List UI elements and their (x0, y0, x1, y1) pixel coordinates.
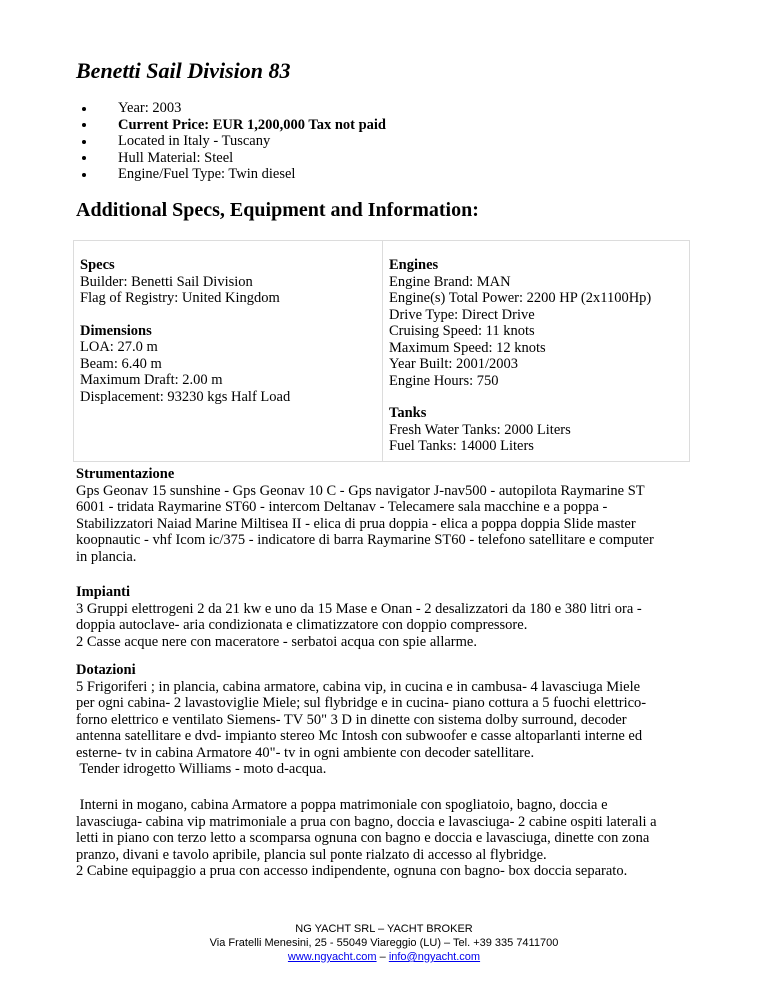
beam-line: Beam: 6.40 m (80, 355, 162, 372)
email-link[interactable]: info@ngyacht.com (388, 951, 481, 963)
paragraph-line: Gps Geonav 15 sunshine - Gps Geonav 10 C - Gps navigator J-nav500 - autopilota Raymarine ST (76, 482, 645, 499)
dimensions-subheading: Dimensions (80, 322, 152, 339)
footer-address: Via Fratelli Menesini, 25 - 55049 Viareggio (LU) – Tel. +39 335 7411700 (209, 937, 559, 949)
fresh-water-line: Fresh Water Tanks: 2000 Liters (389, 421, 571, 438)
engine-power-line: Engine(s) Total Power: 2200 HP (2x1100Hp) (389, 290, 652, 306)
engines-subheading: Engines (389, 257, 439, 273)
engine-hours-line: Engine Hours: 750 (389, 372, 499, 389)
paragraph-line: esterne- tv in cabina Armatore 40"- tv in ogni ambiente con decoder satellitare. (76, 744, 535, 761)
paragraph-line: antenna satellitare e dvd- impianto stereo Mc Intosh con subwoofer e casse altoparlanti interne ed (76, 728, 643, 744)
tanks-subheading: Tanks (389, 405, 427, 421)
builder-line: Builder: Benetti Sail Division (80, 273, 253, 290)
specs-heading: Additional Specs, Equipment and Information: (76, 199, 479, 221)
flag-line: Flag of Registry: United Kingdom (80, 290, 280, 306)
specs-subheading: Specs (80, 257, 115, 273)
page-footer (0, 922, 768, 964)
fact-hull-material: Hull Material: Steel (76, 150, 386, 167)
page-title: Benetti Sail Division 83 (76, 58, 291, 83)
cruising-speed-line: Cruising Speed: 11 knots (389, 323, 535, 339)
specs-table (73, 240, 690, 462)
strumentazione-heading: Strumentazione (76, 466, 175, 482)
paragraph-line: forno elettrico e ventilato Siemens- TV 50" 3 D in dinette con sistema dolby surround, decoder (76, 711, 627, 728)
paragraph-line: doppia autoclave- aria condizionata e climatizzatore con doppio compressore. (76, 617, 528, 633)
paragraph-line: 6001 - tridata Raymarine ST60 - intercom Deltanav - Telecamere sala macchine e a poppa - (76, 499, 608, 515)
website-link[interactable]: www.ngyacht.com (287, 951, 377, 963)
paragraph-line: 5 Frigoriferi ; in plancia, cabina armatore, cabina vip, in cucina e in cambusa- 4 lavasciuga Miele (76, 678, 641, 695)
fact-location: Located in Italy - Tuscany (76, 133, 386, 150)
paragraph-line: 2 Cabine equipaggio a prua con accesso indipendente, ognuna con bagno- box doccia separato. (76, 863, 628, 879)
paragraph-line: Tender idrogetto Williams - moto d-acqua. (76, 761, 327, 777)
fact-price: Current Price: EUR 1,200,000 Tax not paid (76, 117, 386, 134)
displacement-line: Displacement: 93230 kgs Half Load (80, 388, 291, 405)
fact-engine-fuel: Engine/Fuel Type: Twin diesel (76, 166, 386, 183)
dotazioni-heading: Dotazioni (76, 662, 136, 678)
footer-contacts (0, 950, 768, 964)
year-built-line: Year Built: 2001/2003 (389, 356, 519, 372)
paragraph-line: lavasciuga- cabina vip matrimoniale a prua con bagno, doccia e lavasciuga- 2 cabine ospiti laterali a (76, 813, 657, 830)
engine-brand-line: Engine Brand: MAN (389, 273, 511, 290)
paragraph-line: letti in piano con terzo letto a scomparsa ognuna con bagno e doccia e lavasciuga, dinette con zona (76, 830, 650, 846)
paragraph-line: in plancia. (76, 548, 137, 565)
paragraph-line: per ogni cabina- 2 lavastoviglie Miele; sul flybridge e in cucina- piano cottura a 5 fuochi elettrico- (76, 695, 647, 711)
drive-type-line: Drive Type: Direct Drive (389, 306, 535, 323)
paragraph-line: 2 Casse acque nere con maceratore - serbatoi acqua con spie allarme. (76, 633, 477, 650)
dotazioni-section (76, 662, 702, 778)
paragraph-line: pranzo, divani e tavolo apribile, plancia sul ponte rialzato di accesso al flybridge. (76, 846, 547, 863)
footer-separator: – (376, 951, 389, 963)
fuel-tanks-line: Fuel Tanks: 14000 Liters (389, 438, 534, 454)
footer-company: NG YACHT SRL – YACHT BROKER (295, 923, 473, 935)
paragraph-line: koopnautic - vhf Icom ic/375 - indicatore di barra Raymarine ST60 - telefono satellitare e computer (76, 532, 654, 548)
loa-line: LOA: 27.0 m (80, 339, 158, 355)
strumentazione-section (76, 466, 702, 565)
paragraph-line: Stabilizzatori Naiad Marine Miltisea II - elica di prua doppia - elica a poppa doppia Slide master (76, 515, 636, 532)
specs-left-cell (80, 257, 376, 405)
draft-line: Maximum Draft: 2.00 m (80, 372, 223, 388)
impianti-heading: Impianti (76, 584, 130, 600)
paragraph-line: Interni in mogano, cabina Armatore a poppa matrimoniale con spogliatoio, bagno, doccia e (76, 797, 608, 813)
impianti-section (76, 584, 702, 650)
specs-right-cell (389, 257, 685, 455)
table-divider (382, 241, 383, 461)
key-facts-list (76, 100, 386, 183)
interni-section (76, 797, 702, 880)
fact-year: Year: 2003 (76, 100, 386, 117)
paragraph-line: 3 Gruppi elettrogeni 2 da 21 kw e uno da 15 Mase e Onan - 2 desalizzatori da 180 e 380 litri ora - (76, 600, 642, 617)
max-speed-line: Maximum Speed: 12 knots (389, 339, 546, 356)
